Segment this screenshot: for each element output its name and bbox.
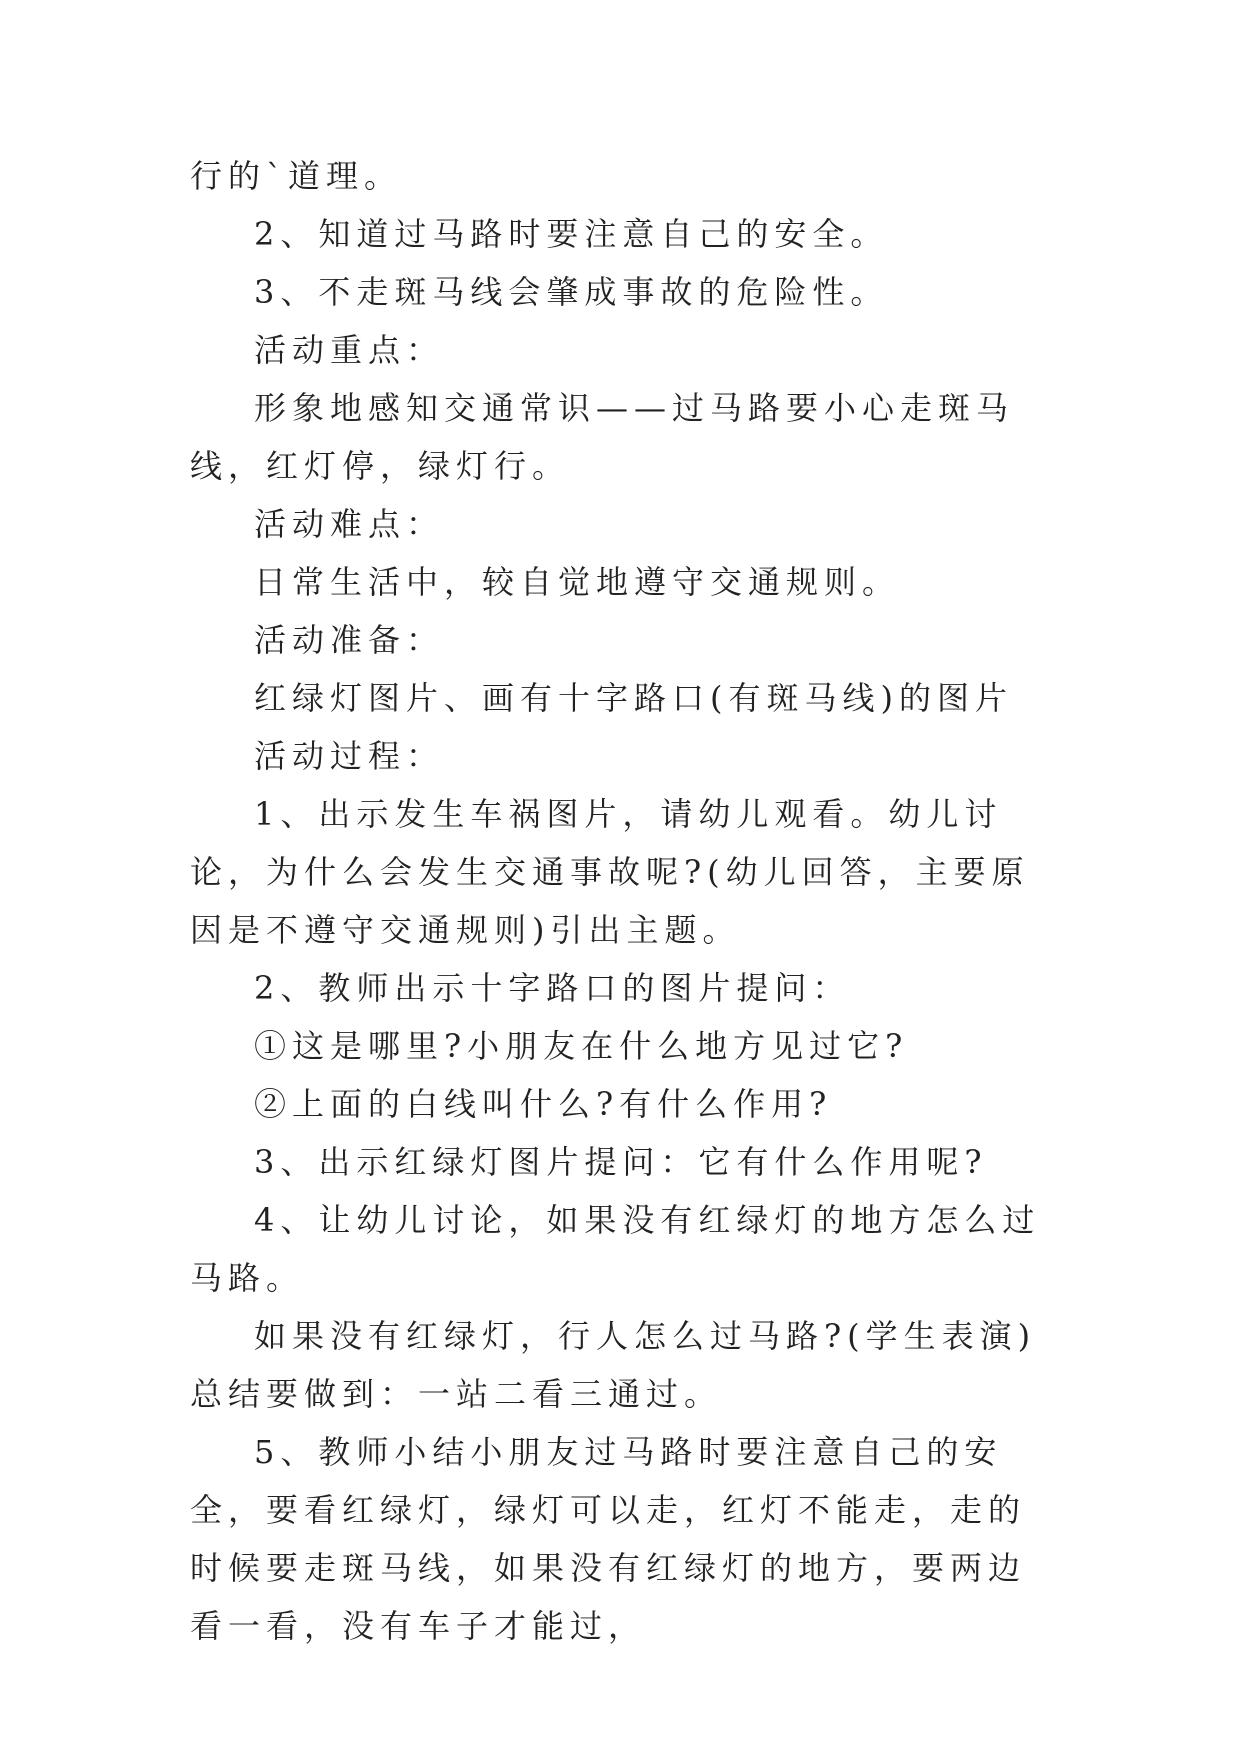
- paragraph: ②上面的白线叫什么?有什么作用?: [254, 1085, 833, 1123]
- section-heading: 活动难点：: [254, 505, 445, 543]
- paragraph: 形象地感知交通常识——过马路要小心走斑马线，红灯停，绿灯行。: [190, 389, 1015, 485]
- paragraph: 如果没有红绿灯，行人怎么过马路?(学生表演)总结要做到：一站二看三通过。: [190, 1317, 1037, 1413]
- section-heading: 活动准备：: [254, 621, 445, 659]
- paragraph: 3、出示红绿灯图片提问：它有什么作用呢?: [254, 1143, 988, 1181]
- paragraph: 5、教师小结小朋友过马路时要注意自己的安全，要看红绿灯，绿灯可以走，红灯不能走，走的时候要走斑马线，如果没有红绿灯的地方，要两边看一看，没有车子才能过，: [190, 1433, 1027, 1645]
- paragraph: 日常生活中，较自觉地遵守交通规则。: [254, 563, 901, 601]
- paragraph: 3、不走斑马线会肇成事故的危险性。: [254, 273, 889, 311]
- section-heading: 活动过程：: [254, 737, 445, 775]
- paragraph: ①这是哪里?小朋友在什么地方见过它?: [254, 1027, 909, 1065]
- paragraph: 红绿灯图片、画有十字路口(有斑马线)的图片: [254, 679, 1013, 717]
- paragraph: 1、出示发生车祸图片，请幼儿观看。幼儿讨论，为什么会发生交通事故呢?(幼儿回答，主要原因是不遵守交通规则)引出主题。: [190, 795, 1030, 949]
- paragraph: 行的`道理。: [190, 157, 403, 195]
- paragraph: 2、知道过马路时要注意自己的安全。: [254, 215, 889, 253]
- section-heading: 活动重点：: [254, 331, 445, 369]
- document-page: [190, 147, 1050, 1655]
- paragraph: 4、让幼儿讨论，如果没有红绿灯的地方怎么过马路。: [190, 1201, 1041, 1297]
- paragraph: 2、教师出示十字路口的图片提问：: [254, 969, 851, 1007]
